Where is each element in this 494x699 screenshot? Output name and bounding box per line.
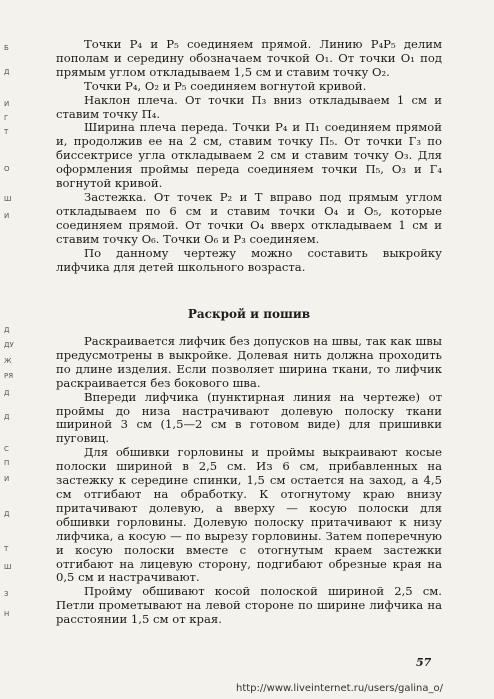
margin-mark: И — [4, 475, 10, 483]
section-two-text — [56, 335, 442, 627]
margin-mark: Н — [4, 610, 10, 618]
margin-mark: С — [4, 445, 9, 453]
margin-mark: Д — [4, 68, 10, 76]
margin-mark: Т — [4, 128, 9, 136]
margin-mark: И — [4, 100, 10, 108]
paragraph: Раскраивается лифчик без допусков на швы, так как швы предусмотрены в выкройке. Долевая нить должна проходить по длине изделия. Если позволяет ширина ткани, то лифчик раскраивается без бокового шва. — [56, 334, 442, 390]
margin-mark: Д — [4, 326, 10, 334]
margin-mark: Ш — [4, 563, 12, 571]
paragraph: Точки Р₄ и Р₅ соединяем прямой. Линию Р₄Р₅ делим пополам и середину обозначаем точкой О₁. От точки О₁ под прямым углом откладываем 1,5 см и ставим точку О₂. — [56, 37, 442, 79]
paragraph: Наклон плеча. От точки П₃ вниз откладываем 1 см и ставим точку П₄. — [56, 92, 442, 121]
page-number: 57 — [416, 656, 432, 669]
margin-mark: Г — [4, 114, 9, 122]
margin-mark: РЯ — [4, 372, 14, 380]
paragraph: Точки Р₄, О₂ и Р₅ соединяем вогнутой кривой. — [84, 78, 367, 93]
margin-mark: Ш — [4, 195, 12, 203]
margin-mark: Б — [4, 44, 9, 52]
margin-mark: Ж — [4, 357, 12, 365]
left-margin-bleedthrough — [0, 0, 30, 699]
section-one-text — [56, 38, 442, 274]
watermark-url: http://www.liveinternet.ru/users/galina_o/ — [236, 683, 443, 694]
margin-mark: И — [4, 212, 10, 220]
margin-mark: Д — [4, 413, 10, 421]
paragraph: Застежка. От точек Р₂ и Т вправо под прямым углом откладываем по 6 см и ставим точки О₄ и О₅, которые соединяем прямой. От точки О₄ вверх откладываем 1 см и ставим точку О₆. Точки О₆ и Р₃ соединяем. — [56, 189, 442, 246]
margin-mark: Д — [4, 510, 10, 518]
paragraph: Для обшивки горловины и проймы выкраивают косые полоски шириной в 2,5 см. Из 6 см, прибавленных на застежку к середине спинки, 1,5 см остается на заход, а 4,5 см отгибают на обработку. К отогнутому краю внизу притачивают долевую, а вверху — косую полоски для обшивки горловины. Долевую полоску притачивают к низу лифчика, а косую — по вырезу горловины. Затем поперечную и косую полоски вместе с отогнутым краем застежки отгибают на лицевую сторону, подгибают обрезные края на 0,5 см и настрачивают. — [56, 445, 442, 585]
paragraph: Впереди лифчика (пунктирная линия на чертеже) от проймы до низа настрачивают долевую полоску ткани шириной 3 см (1,5—2 см в готовом виде) для пришивки пуговиц. — [56, 389, 442, 446]
paragraph: Ширина плеча переда. Точки Р₄ и П₁ соединяем прямой и, продолжив ее на 2 см, ставим точку П₅. От точки Г₃ по биссектрисе угла откладываем 2 см и ставим точку О₃. Для оформления проймы переда соединяем точки П₅, О₃ и Г₄ вогнутой кривой. — [56, 120, 442, 191]
margin-mark: Д — [4, 389, 10, 397]
margin-mark: Т — [4, 545, 9, 553]
paragraph: Пройму обшивают косой полоской шириной 2,5 см. Петли прометывают на левой стороне по ширине лифчика на расстоянии 1,5 см от края. — [56, 584, 442, 627]
margin-mark: О — [4, 165, 10, 173]
section-heading: Раскрой и пошив — [187, 307, 311, 321]
margin-mark: П — [4, 459, 10, 467]
margin-mark: ДУ — [4, 341, 14, 349]
paragraph: По данному чертежу можно составить выкройку лифчика для детей школьного возраста. — [56, 245, 442, 274]
margin-mark: З — [4, 590, 9, 598]
